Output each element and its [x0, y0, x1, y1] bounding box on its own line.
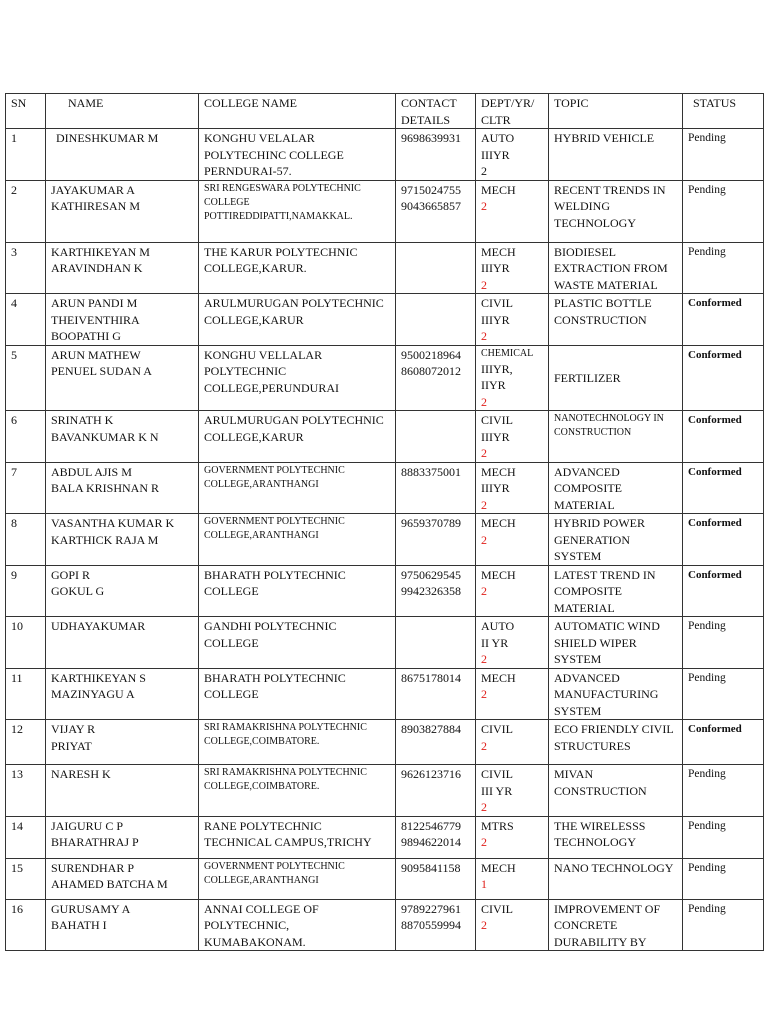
cell-name	[46, 765, 199, 817]
phone-number: 9698639931	[401, 131, 461, 145]
cell-sn: 10	[6, 617, 46, 669]
status-badge: Conformed	[688, 348, 742, 361]
cell-contact	[396, 720, 476, 765]
participant-name: BAHATH I	[51, 918, 107, 932]
cluster-number: 2	[481, 497, 487, 512]
college-name: SRI RAMAKRISHNA POLYTECHNIC COLLEGE,COIMBATORE.	[204, 722, 367, 747]
cell-name	[46, 242, 199, 294]
topic-text: THE WIRELESSS TECHNOLOGY	[554, 818, 646, 849]
cell-dept	[476, 565, 549, 617]
cell-name	[46, 899, 199, 951]
cell-contact	[396, 765, 476, 817]
table-row	[6, 180, 764, 242]
cell-contact	[396, 565, 476, 617]
dept-year: MECH	[481, 464, 516, 479]
status-badge: Pending	[688, 245, 726, 258]
cell-name	[46, 816, 199, 858]
header-topic: TOPIC	[549, 94, 683, 129]
participant-name: GURUSAMY A	[51, 901, 131, 916]
dept-year: MECH	[481, 516, 516, 530]
cell-college	[199, 514, 396, 566]
dept-year: III YR	[481, 783, 513, 798]
table-row	[6, 899, 764, 951]
topic-text: BIODIESEL EXTRACTION FROM WASTE MATERIAL	[554, 244, 668, 292]
participant-name: NARESH K	[51, 767, 111, 781]
participant-name: MAZINYAGU A	[51, 687, 135, 701]
participants-table	[5, 93, 764, 951]
topic-text: ADVANCED COMPOSITE MATERIAL	[554, 464, 623, 512]
dept-year: IIIYR	[481, 312, 510, 327]
cell-dept	[476, 765, 549, 817]
participant-name: BHARATHRAJ P	[51, 835, 139, 849]
cell-status	[683, 294, 764, 346]
cell-status	[683, 242, 764, 294]
status-badge: Conformed	[688, 297, 742, 309]
dept-year: IIIYR	[481, 147, 510, 162]
phone-number: 9894622014	[401, 835, 461, 849]
cell-topic	[549, 765, 683, 817]
cell-status	[683, 617, 764, 669]
cell-name	[46, 858, 199, 899]
cell-status	[683, 765, 764, 817]
cell-contact	[396, 514, 476, 566]
participant-name: KARTHICK RAJA M	[51, 532, 159, 547]
phone-number: 8675178014	[401, 670, 461, 685]
cell-topic	[549, 668, 683, 720]
cell-topic	[549, 816, 683, 858]
cell-dept	[476, 345, 549, 411]
status-badge: Conformed	[688, 723, 742, 735]
dept-year: MECH	[481, 182, 516, 197]
participant-name: ARAVINDHAN K	[51, 261, 143, 275]
college-name: SRI RAMAKRISHNA POLYTECHNIC COLLEGE,COIMBATORE.	[204, 767, 367, 792]
cell-sn: 12	[6, 720, 46, 765]
participant-name: JAIGURU C P	[51, 818, 124, 833]
cell-college	[199, 294, 396, 346]
cluster-number: 2	[481, 329, 487, 343]
cell-topic	[549, 565, 683, 617]
cluster-number: 2	[481, 164, 487, 178]
cell-sn: 15	[6, 858, 46, 899]
table-row	[6, 765, 764, 817]
dept-year: CIVIL	[481, 413, 513, 427]
cell-contact	[396, 858, 476, 899]
participant-name: VIJAY R	[51, 722, 96, 736]
topic-text: HYBRID VEHICLE	[554, 131, 655, 145]
college-name: THE KARUR POLYTECHNIC COLLEGE,KARUR.	[204, 244, 358, 275]
cluster-number: 2	[481, 835, 487, 849]
cluster-number: 2	[481, 532, 487, 547]
cell-contact	[396, 242, 476, 294]
cluster-number: 2	[481, 652, 487, 666]
table-row	[6, 345, 764, 411]
cell-dept	[476, 617, 549, 669]
cell-dept	[476, 411, 549, 463]
cell-name	[46, 514, 199, 566]
college-name: ARULMURUGAN POLYTECHNIC COLLEGE,KARUR	[204, 296, 384, 327]
participant-name: PENUEL SUDAN A	[51, 364, 152, 378]
cell-status	[683, 720, 764, 765]
participant-name: BALA KRISHNAN R	[51, 481, 160, 495]
table-row	[6, 858, 764, 899]
topic-text: IMPROVEMENT OF CONCRETE DURABILITY BY	[554, 901, 661, 949]
cluster-number: 2	[481, 918, 487, 932]
phone-number: 9789227961	[401, 901, 461, 916]
cell-topic	[549, 294, 683, 346]
dept-year: IIYR	[481, 378, 506, 392]
college-name: RANE POLYTECHNIC TECHNICAL CAMPUS,TRICHY	[204, 818, 372, 849]
status-badge: Conformed	[688, 517, 742, 529]
cell-dept	[476, 462, 549, 514]
cell-sn: 3	[6, 242, 46, 294]
cell-dept	[476, 858, 549, 899]
status-badge: Pending	[688, 819, 726, 832]
cell-sn: 11	[6, 668, 46, 720]
cell-dept	[476, 180, 549, 242]
cell-status	[683, 514, 764, 566]
topic-text: PLASTIC BOTTLE CONSTRUCTION	[554, 296, 652, 327]
topic-text: FERTILIZER	[554, 371, 621, 385]
header-contact: CONTACT DETAILS	[396, 94, 476, 129]
cluster-number: 2	[481, 394, 487, 409]
cluster-number: 2	[481, 277, 487, 292]
participant-name: KARTHIKEYAN M	[51, 244, 150, 259]
cell-contact	[396, 462, 476, 514]
topic-text: AUTOMATIC WIND SHIELD WIPER SYSTEM	[554, 619, 660, 666]
participant-name: GOKUL G	[51, 584, 105, 598]
cell-name	[46, 565, 199, 617]
cell-college	[199, 899, 396, 951]
cell-college	[199, 129, 396, 181]
cell-contact	[396, 668, 476, 720]
status-badge: Conformed	[688, 414, 742, 426]
participant-name: JAYAKUMAR A	[51, 182, 135, 197]
participant-name: ARUN PANDI M	[51, 296, 138, 310]
phone-number: 8883375001	[401, 464, 461, 479]
table-row	[6, 816, 764, 858]
cell-dept	[476, 514, 549, 566]
status-badge: Pending	[688, 861, 726, 874]
cell-contact	[396, 617, 476, 669]
table-row	[6, 617, 764, 669]
status-badge: Conformed	[688, 465, 742, 478]
cell-college	[199, 816, 396, 858]
college-name: BHARATH POLYTECHNIC COLLEGE	[204, 567, 346, 598]
cluster-number: 2	[481, 584, 487, 598]
table-row	[6, 720, 764, 765]
topic-text: LATEST TREND IN COMPOSITE MATERIAL	[554, 567, 656, 615]
participant-name: GOPI R	[51, 567, 91, 582]
dept-year: MTRS	[481, 818, 514, 833]
cell-contact	[396, 294, 476, 346]
cell-topic	[549, 345, 683, 411]
college-name: GANDHI POLYTECHNIC COLLEGE	[204, 619, 337, 650]
cell-college	[199, 411, 396, 463]
participant-name: DINESHKUMAR M	[56, 131, 159, 145]
cell-contact	[396, 180, 476, 242]
topic-text: HYBRID POWER GENERATION SYSTEM	[554, 516, 646, 563]
college-name: GOVERNMENT POLYTECHNIC COLLEGE,ARANTHANGI	[204, 464, 345, 490]
cell-topic	[549, 462, 683, 514]
college-name: KONGHU VELLALAR POLYTECHNIC COLLEGE,PERUNDURAI	[204, 347, 339, 395]
table-row	[6, 565, 764, 617]
cell-college	[199, 242, 396, 294]
cell-contact	[396, 411, 476, 463]
cell-name	[46, 129, 199, 181]
cell-status	[683, 345, 764, 411]
participant-name: THEIVENTHIRA	[51, 312, 140, 327]
cell-college	[199, 462, 396, 514]
cell-sn: 13	[6, 765, 46, 817]
dept-year: CIVIL	[481, 722, 513, 736]
cell-dept	[476, 720, 549, 765]
participant-name: KATHIRESAN M	[51, 199, 141, 213]
cluster-number: 2	[481, 800, 487, 814]
cell-status	[683, 858, 764, 899]
dept-year: MECH	[481, 244, 516, 259]
cluster-number: 2	[481, 738, 487, 753]
dept-year: CIVIL	[481, 901, 513, 916]
participant-name: KARTHIKEYAN S	[51, 670, 146, 685]
dept-year: IIIYR	[481, 261, 510, 275]
cell-dept	[476, 294, 549, 346]
participant-name: VASANTHA KUMAR K	[51, 516, 175, 530]
dept-year: MECH	[481, 567, 516, 582]
cell-sn: 2	[6, 180, 46, 242]
cell-name	[46, 180, 199, 242]
status-badge: Pending	[688, 132, 726, 144]
participant-name: AHAMED BATCHA M	[51, 877, 168, 891]
phone-number: 8870559994	[401, 918, 461, 932]
participant-name: BAVANKUMAR K N	[51, 429, 159, 444]
cell-contact	[396, 816, 476, 858]
cell-college	[199, 720, 396, 765]
cluster-number: 2	[481, 199, 487, 213]
cell-status	[683, 899, 764, 951]
cell-topic	[549, 411, 683, 463]
participant-name: SRINATH K	[51, 413, 114, 427]
phone-number: 9043665857	[401, 199, 461, 213]
dept-year: II YR	[481, 635, 509, 650]
table-row	[6, 514, 764, 566]
cell-topic	[549, 129, 683, 181]
phone-number: 9500218964	[401, 347, 461, 362]
topic-text: RECENT TRENDS IN WELDING TECHNOLOGY	[554, 182, 666, 230]
cluster-number: 2	[481, 446, 487, 460]
cell-sn: 4	[6, 294, 46, 346]
college-name: ANNAI COLLEGE OF POLYTECHNIC, KUMABAKONAM.	[204, 901, 319, 949]
cell-contact	[396, 129, 476, 181]
cell-name	[46, 462, 199, 514]
header-sn: SN	[6, 94, 46, 129]
cell-name	[46, 668, 199, 720]
cluster-number: 2	[481, 687, 487, 701]
cell-college	[199, 765, 396, 817]
college-name: BHARATH POLYTECHNIC COLLEGE	[204, 670, 346, 701]
phone-number: 9659370789	[401, 516, 461, 530]
cell-dept	[476, 899, 549, 951]
cell-topic	[549, 180, 683, 242]
dept-year: CHEMICAL	[481, 347, 534, 359]
status-badge: Conformed	[688, 568, 742, 581]
table-row	[6, 668, 764, 720]
college-name: ARULMURUGAN POLYTECHNIC COLLEGE,KARUR	[204, 413, 384, 444]
header-status: STATUS	[683, 94, 764, 129]
cell-topic	[549, 720, 683, 765]
cell-college	[199, 565, 396, 617]
table-row	[6, 462, 764, 514]
status-badge: Pending	[688, 620, 726, 632]
phone-number: 9626123716	[401, 767, 461, 781]
cell-sn: 9	[6, 565, 46, 617]
participant-name: SURENDHAR P	[51, 860, 135, 875]
cell-sn: 7	[6, 462, 46, 514]
cell-topic	[549, 858, 683, 899]
cell-sn: 1	[6, 129, 46, 181]
cell-status	[683, 411, 764, 463]
cell-college	[199, 668, 396, 720]
cell-topic	[549, 514, 683, 566]
phone-number: 8608072012	[401, 364, 461, 378]
topic-text: ECO FRIENDLY CIVIL STRUCTURES	[554, 722, 674, 753]
status-badge: Pending	[688, 671, 726, 684]
table-row	[6, 242, 764, 294]
cluster-number: 1	[481, 877, 487, 891]
cell-contact	[396, 345, 476, 411]
dept-year: CIVIL	[481, 296, 513, 310]
cell-college	[199, 180, 396, 242]
dept-year: IIIYR	[481, 429, 510, 444]
cell-name	[46, 294, 199, 346]
cell-college	[199, 858, 396, 899]
phone-number: 9095841158	[401, 860, 461, 875]
cell-topic	[549, 899, 683, 951]
cell-name	[46, 617, 199, 669]
header-dept: DEPT/YR/ CLTR	[476, 94, 549, 129]
table-row	[6, 411, 764, 463]
phone-number: 9942326358	[401, 584, 461, 598]
cell-sn: 8	[6, 514, 46, 566]
cell-status	[683, 129, 764, 181]
college-name: SRI RENGESWARA POLYTECHNIC COLLEGE POTTIREDDIPATTI,NAMAKKAL.	[204, 182, 361, 222]
status-badge: Pending	[688, 768, 726, 780]
cell-dept	[476, 242, 549, 294]
cell-dept	[476, 129, 549, 181]
table-row	[6, 294, 764, 346]
header-name: NAME	[46, 94, 199, 129]
topic-text: MIVAN CONSTRUCTION	[554, 767, 647, 798]
cell-status	[683, 816, 764, 858]
participant-name: BOOPATHI G	[51, 329, 121, 343]
phone-number: 8122546779	[401, 818, 461, 833]
cell-name	[46, 411, 199, 463]
status-badge: Pending	[688, 902, 726, 915]
participant-name: ABDUL AJIS M	[51, 464, 132, 479]
cell-status	[683, 668, 764, 720]
cell-topic	[549, 242, 683, 294]
phone-number: 8903827884	[401, 722, 461, 736]
cell-status	[683, 462, 764, 514]
participant-name: PRIYAT	[51, 738, 92, 753]
cell-status	[683, 565, 764, 617]
cell-name	[46, 720, 199, 765]
cell-college	[199, 617, 396, 669]
cell-sn: 16	[6, 899, 46, 951]
cell-contact	[396, 899, 476, 951]
participant-name: UDHAYAKUMAR	[51, 619, 146, 633]
dept-year: AUTO	[481, 131, 515, 145]
cell-sn: 5	[6, 345, 46, 411]
dept-year: CIVIL	[481, 767, 513, 781]
dept-year: IIIYR,	[481, 361, 513, 376]
topic-text: ADVANCED MANUFACTURING SYSTEM	[554, 670, 659, 718]
cell-sn: 6	[6, 411, 46, 463]
dept-year: AUTO	[481, 619, 515, 633]
topic-text: NANOTECHNOLOGY IN CONSTRUCTION	[554, 413, 664, 438]
dept-year: MECH	[481, 670, 516, 685]
cell-name	[46, 345, 199, 411]
header-row	[6, 94, 764, 129]
cell-college	[199, 345, 396, 411]
document-page	[5, 93, 763, 951]
status-badge: Pending	[688, 183, 726, 196]
cell-sn: 14	[6, 816, 46, 858]
table-row	[6, 129, 764, 181]
topic-text: NANO TECHNOLOGY	[554, 860, 674, 875]
college-name: GOVERNMENT POLYTECHNIC COLLEGE,ARANTHANGI	[204, 516, 345, 541]
phone-number: 9715024755	[401, 182, 461, 197]
dept-year: IIIYR	[481, 481, 510, 495]
header-college: COLLEGE NAME	[199, 94, 396, 129]
cell-topic	[549, 617, 683, 669]
phone-number: 9750629545	[401, 567, 461, 582]
cell-dept	[476, 668, 549, 720]
cell-status	[683, 180, 764, 242]
participant-name: ARUN MATHEW	[51, 347, 141, 362]
college-name: GOVERNMENT POLYTECHNIC COLLEGE,ARANTHANGI	[204, 860, 345, 886]
college-name: KONGHU VELALAR POLYTECHINC COLLEGE PERNDURAI-57.	[204, 131, 344, 178]
cell-dept	[476, 816, 549, 858]
dept-year: MECH	[481, 860, 516, 875]
